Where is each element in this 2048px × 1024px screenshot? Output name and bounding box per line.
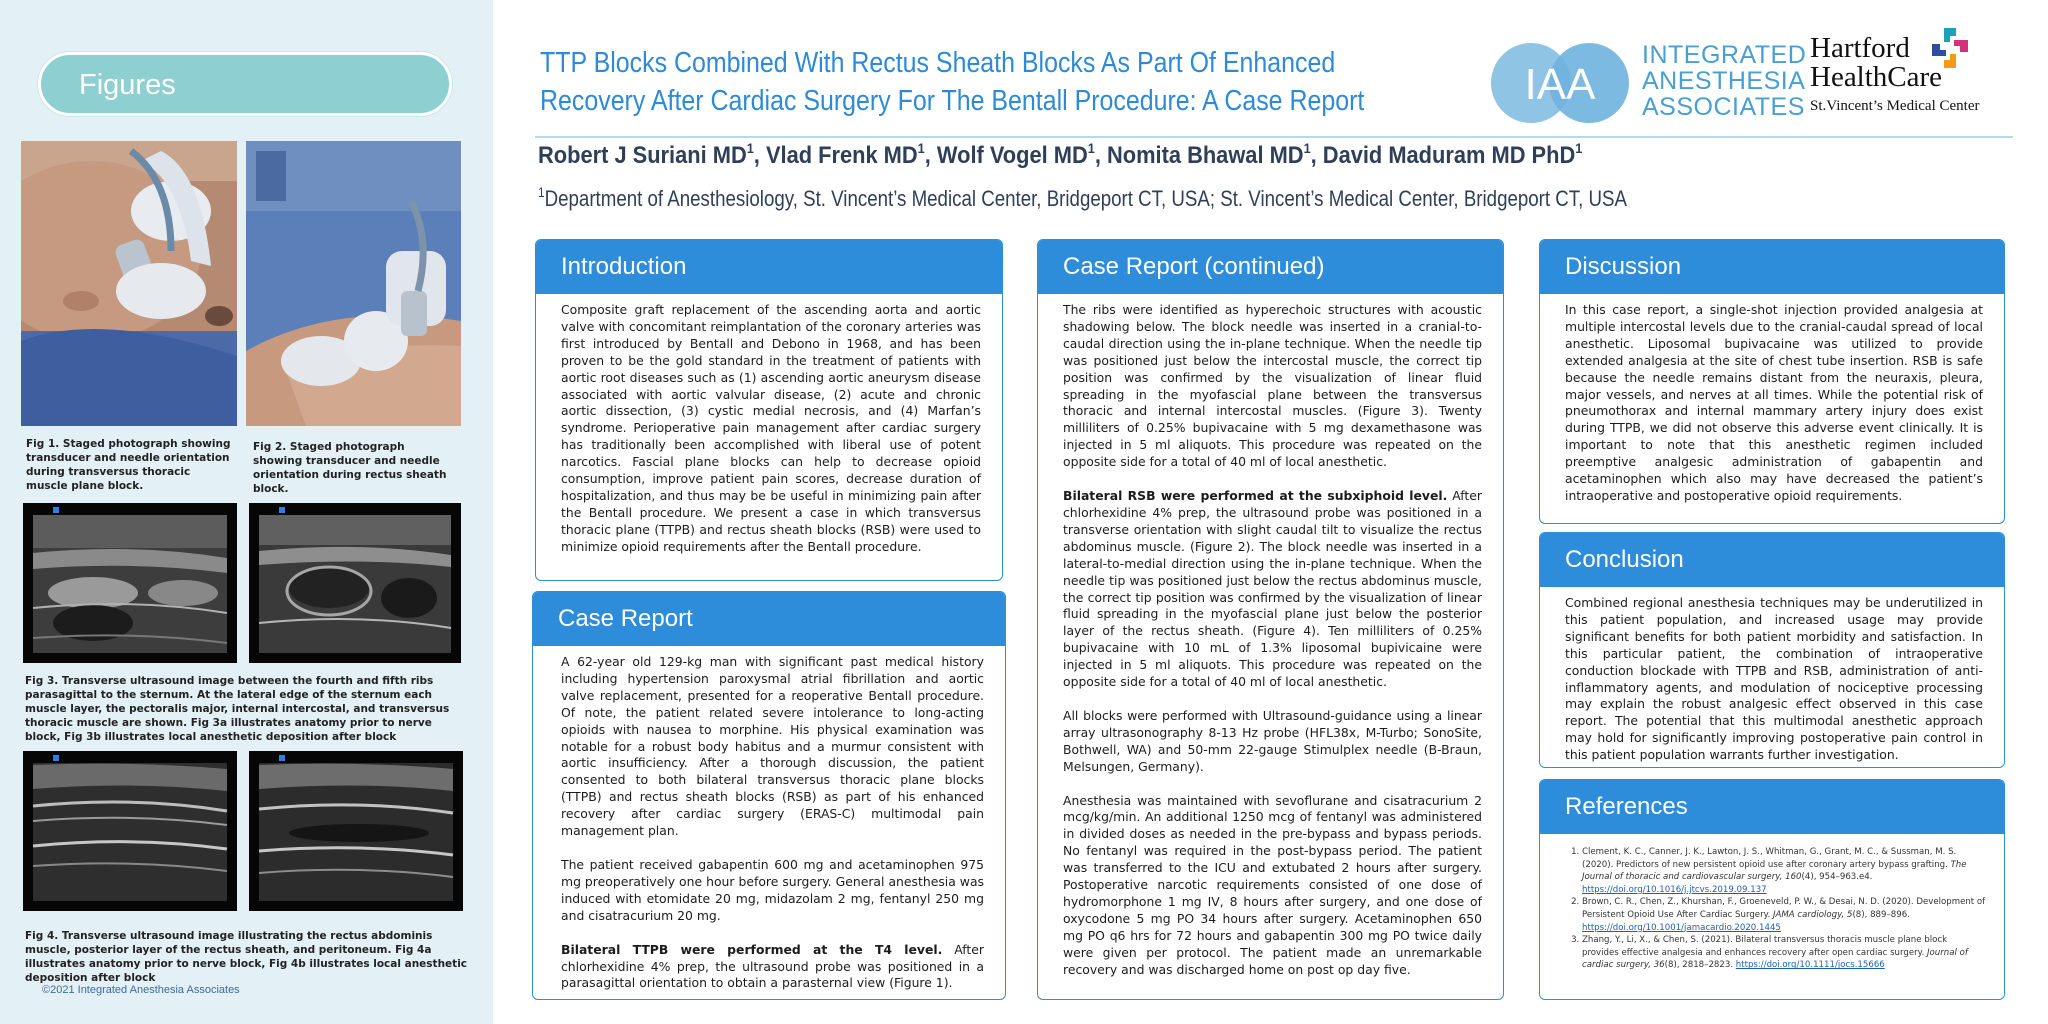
reference-item: 2. Brown, C. R., Chen, Z., Khurshan, F., Groeneveld, P. W., & Desai, N. D. (2020). Development of Persistent Opioid Use After Cardiac Surgery. JAMA cardiology, 5(8), 889–896. https://doi.org/10.1001/jamacardio.2020.1445 (1582, 896, 1986, 934)
references-heading: References (1540, 780, 2004, 834)
introduction-section (535, 239, 1003, 581)
figure-1-photo (21, 141, 237, 426)
author: Robert J Suriani MD (538, 142, 747, 169)
hartford-healthcare-mark-icon (1930, 26, 1970, 70)
iaa-logo-text: INTEGRATED ANESTHESIA ASSOCIATES (1642, 41, 1807, 121)
figure-4a-ultrasound (23, 751, 237, 911)
conclusion-section (1539, 532, 2005, 768)
iaa-logo-mark-text: IAA (1524, 60, 1596, 109)
figures-heading (38, 52, 452, 116)
discussion-section (1539, 239, 2005, 524)
case-report-section (532, 591, 1006, 1000)
hartford-healthcare-subtitle: St.Vincent’s Medical Center (1810, 98, 1980, 114)
reference-item: 3. Zhang, Y., Li, X., & Chen, S. (2021). Bilateral transversus thoracis muscle plane block provides effective analgesia and enhances recovery after open cardiac surgery. Journal of cardiac surgery, 36(8), 2818–2823. https://doi.org/10.1111/jocs.15666 (1582, 934, 1986, 972)
author-list: Robert J Suriani $MD^1$, Vlad Frenk $MD^1$, Wolf Vogel $MD^1$, Nomita Bhawal $MD^1$, David Maduram MD PhD$^1$ (538, 140, 1583, 169)
case-report-continued-section (1037, 239, 1504, 1000)
author: Wolf Vogel MD (936, 142, 1088, 169)
case-report-continued-body: The ribs were identified as hyperechoic structures with acoustic shadowing below. The block needle was inserted in a cranial-to-caudal direction using the in-plane technique. When the needle tip was positioned just below the intercostal muscle, the correct tip position was confirmed by the visualization of linear fluid spreading in the myofascial plane between the transversus thoracic and internal intercostal muscles. (Figure 3). Twenty milliliters of 0.25% bupivacaine with 5 mg dexamethasone was injected in 5 ml aliquots. This procedure was repeated on the opposite side for a total of 40 ml of local anesthetic. Bilateral RSB were performed at the subxiphoid level. After chlorhexidine 4% prep, the ultrasound probe was positioned in a transverse orientation with slight caudal tilt to visualize the rectus abdominus muscle. (Figure 2). The block needle was inserted in a lateral-to-medial direction using the in-plane technique. When the needle tip was positioned just below the rectus abdominus muscle, the correct tip position was confirmed by the visualization of linear fluid spreading in the myofascial plane just below the posterior layer of the rectus sheath. (Figure 4). Ten milliliters of 0.25% bupivacaine with 10 mL of 1.3% liposomal bupivicaine were injected in 5 ml aliquots. This procedure was repeated on the opposite side for a total of 40 ml of local anesthetic. All blocks were performed with Ultrasound-guidance using a linear array ultrasonography 8-13 Hz probe (HFL38x, M-Turbo; SonoSite, Bothwell, WA) and 50-mm 22-gauge Stimulplex needle (B-Braun, Melsungen, Germany). Anesthesia was maintained with sevoflurane and cisatracurium 2 mcg/kg/min. An additional 1250 mcg of fentanyl was administered in divided doses as needed in the pre-bypass and bypass periods. No fentanyl was required in the post-bypass period. The patient was transferred to the ICU and extubated 2 hours after surgery. Postoperative narcotic requirements consisted of one dose of hydromorphone 1 mg IV, 8 hours after surgery, and one dose of oxycodone 5 mg PO 34 hours after surgery. Acetaminophen 650 mg PO q6 hrs for 72 hours and gabapentin 300 mg PO twice daily were given per protocol. The patient made an unremarkable recovery and was discharged home on post op day five. (1063, 302, 1482, 977)
introduction-body: Composite graft replacement of the ascending aorta and aortic valve with concomitant reimplantation of the coronary arteries was first introduced by Bentall and Debono in 1968, and has been proven to be the gold standard in the treatment of patients with aortic root diseases such as (1) ascending aortic aneurysm disease associated with aortic valvular disease, (2) acute and chronic aortic dissection, (3) cystic medial necrosis, and (4) Marfan’s syndrome. Perioperative pain management after cardiac surgery has traditionally been accomplished with liberal use of potent narcotics. Fascial plane blocks can help to decrease opioid consumption, improve patient pain scores, decrease duration of hospitalization, and thus may be be useful in minimizing pain after the Bentall procedure. We present a case in which transversus thoracic plane (TTPB) and rectus sheath blocks (RSB) were used to minimize opioid requirements after the Bentall procedure. (561, 302, 981, 554)
header-divider (535, 136, 2013, 138)
hartford-healthcare-logo (1810, 26, 2010, 126)
conclusion-heading: Conclusion (1540, 533, 2004, 587)
reference-item: 1. Clement, K. C., Canner, J. K., Lawton, J. S., Whitman, G., Grant, M. C., & Sussman, M. S. (2020). Predictors of new persistent opioid use after coronary artery bypass grafting. The Journal of thoracic and cardiovascular surgery, 160(4), 954–963.e4. https://doi.org/10.1016/j.jtcvs.2019.09.137 (1582, 846, 1986, 896)
case-report-body: A 62-year old 129-kg man with significant past medical history including hypertension paroxysmal atrial fibrillation and aortic valve replacement, presented for a reoperative Bentall procedure. Of note, the patient related severe intolerance to long-acting opioids with nausea to morphine. His physical examination was notable for a robust body habitus and a murmur consistent with aortic insufficiency. After a thorough discussion, the patient consented to both bilateral transversus thoracic plane blocks (TTPB) and rectus sheath blocks (RSB) as part of his enhanced recovery after cardiac surgery (ERAS-C) multimodal pain management plan. The patient received gabapentin 600 mg and acetaminophen 975 mg preoperatively one hour before surgery. General anesthesia was induced with etomidate 20 mg, midazolam 2 mg, fentanyl 250 mg and cisatracurium 20 mg. Bilateral TTPB were performed at the T4 level. After chlorhexidine 4% prep, the ultrasound probe was positioned in a parasagittal orientation to obtain a parasternal view (Figure 1). (561, 654, 984, 991)
figure-4-caption: Fig 4. Transverse ultrasound image illustrating the rectus abdominis muscle, posterior layer of the rectus sheath, and peritoneum. Fig 4a illustrates anatomy prior to nerve block, Fig 4b illustrates local anesthetic deposition after block (25, 930, 468, 984)
author: Vlad Frenk MD (765, 142, 918, 169)
poster-title (540, 44, 1365, 120)
affiliation: $^1$Department of Anesthesiology, St. Vincent’s Medical Center, Bridgeport CT, USA; St. Vincent’s Medical Center, Bridgeport CT, USA (538, 184, 1627, 211)
figure-4b-ultrasound (249, 751, 463, 911)
hartford-healthcare-wordmark: Hartford HealthCare (1810, 32, 1943, 93)
poster-title-line-2: Recovery After Cardiac Surgery For The Bentall Procedure: A Case Report (540, 85, 1365, 117)
discussion-heading: Discussion (1540, 240, 2004, 294)
case-report-continued-heading: Case Report (continued) (1038, 240, 1503, 294)
figure-2-caption: Fig 2. Staged photograph showing transducer and needle orientation during rectus sheath block. (253, 441, 447, 495)
author: Nomita Bhawal MD (1106, 142, 1304, 169)
poster-title-line-1: TTP Blocks Combined With Rectus Sheath Blocks As Part Of Enhanced (540, 47, 1336, 79)
figure-3b-ultrasound (249, 503, 461, 663)
references-list (1540, 834, 2004, 972)
conclusion-body: Combined regional anesthesia techniques may be underutilized in this patient population, and increased usage may provide significant benefits for both patient morbidity and satisfaction. In this particular patient, the combination of intraoperative conduction blockade with TTPB and RSB, administration of anti-inflammatory agents, and modulation of nociceptive processing may explain the robust analgesic effect observed in this case report. The potential that this multimodal anesthetic approach may hold for significantly improving postoperative pain control in this patient population warrants further investigation. (1565, 595, 1983, 763)
reference-link[interactable]: https://doi.org/10.1111/jocs.15666 (1735, 960, 1885, 971)
iaa-logo (1490, 38, 1807, 128)
figures-panel (0, 0, 493, 1024)
figure-1-caption: Fig 1. Staged photograph showing transducer and needle orientation during transversus thoracic muscle plane block. (26, 438, 231, 492)
author: David Maduram MD PhD (1322, 142, 1576, 169)
discussion-body: In this case report, a single-shot injection provided analgesia at multiple intercostal levels due to the cranial-caudal spread of local anesthetic. Liposomal bupivacaine was utilized to provide extended analgesia at the site of chest tube insertion. RSB is safe because the needle remains distant from the neuraxis, pleura, major vessels, and nerves at all times. While the potential risk of pneumothorax and internal mammary artery injury does exist during TTPB, we did not observe this adverse event clinically. It is important to note that this anesthetic regimen included preemptive analgesic administration of gabapentin and acetaminophen which also may have decreased the patient’s intraoperative and postoperative opioid requirements. (1565, 302, 1983, 503)
figure-3a-ultrasound (23, 503, 237, 663)
references-section (1539, 779, 2005, 1000)
iaa-logo-mark-icon (1490, 42, 1630, 124)
figure-2-photo (246, 141, 461, 426)
case-report-heading: Case Report (533, 592, 1005, 646)
reference-link[interactable]: https://doi.org/10.1016/j.jtcvs.2019.09.137 (1582, 884, 1767, 895)
introduction-heading: Introduction (536, 240, 1002, 294)
copyright: ©2021 Integrated Anesthesia Associates (42, 984, 240, 996)
figures-heading-label: Figures (79, 69, 176, 101)
reference-link[interactable]: https://doi.org/10.1001/jamacardio.2020.1445 (1582, 922, 1781, 933)
figure-3-caption: Fig 3. Transverse ultrasound image between the fourth and fifth ribs parasagittal to the sternum. At the lateral edge of the sternum each muscle layer, the pectoralis major, internal intercostal, and transversus thoracic muscle are shown. Fig 3a illustrates anatomy prior to nerve block, Fig 3b illustrates local anesthetic deposition after block (25, 675, 450, 743)
